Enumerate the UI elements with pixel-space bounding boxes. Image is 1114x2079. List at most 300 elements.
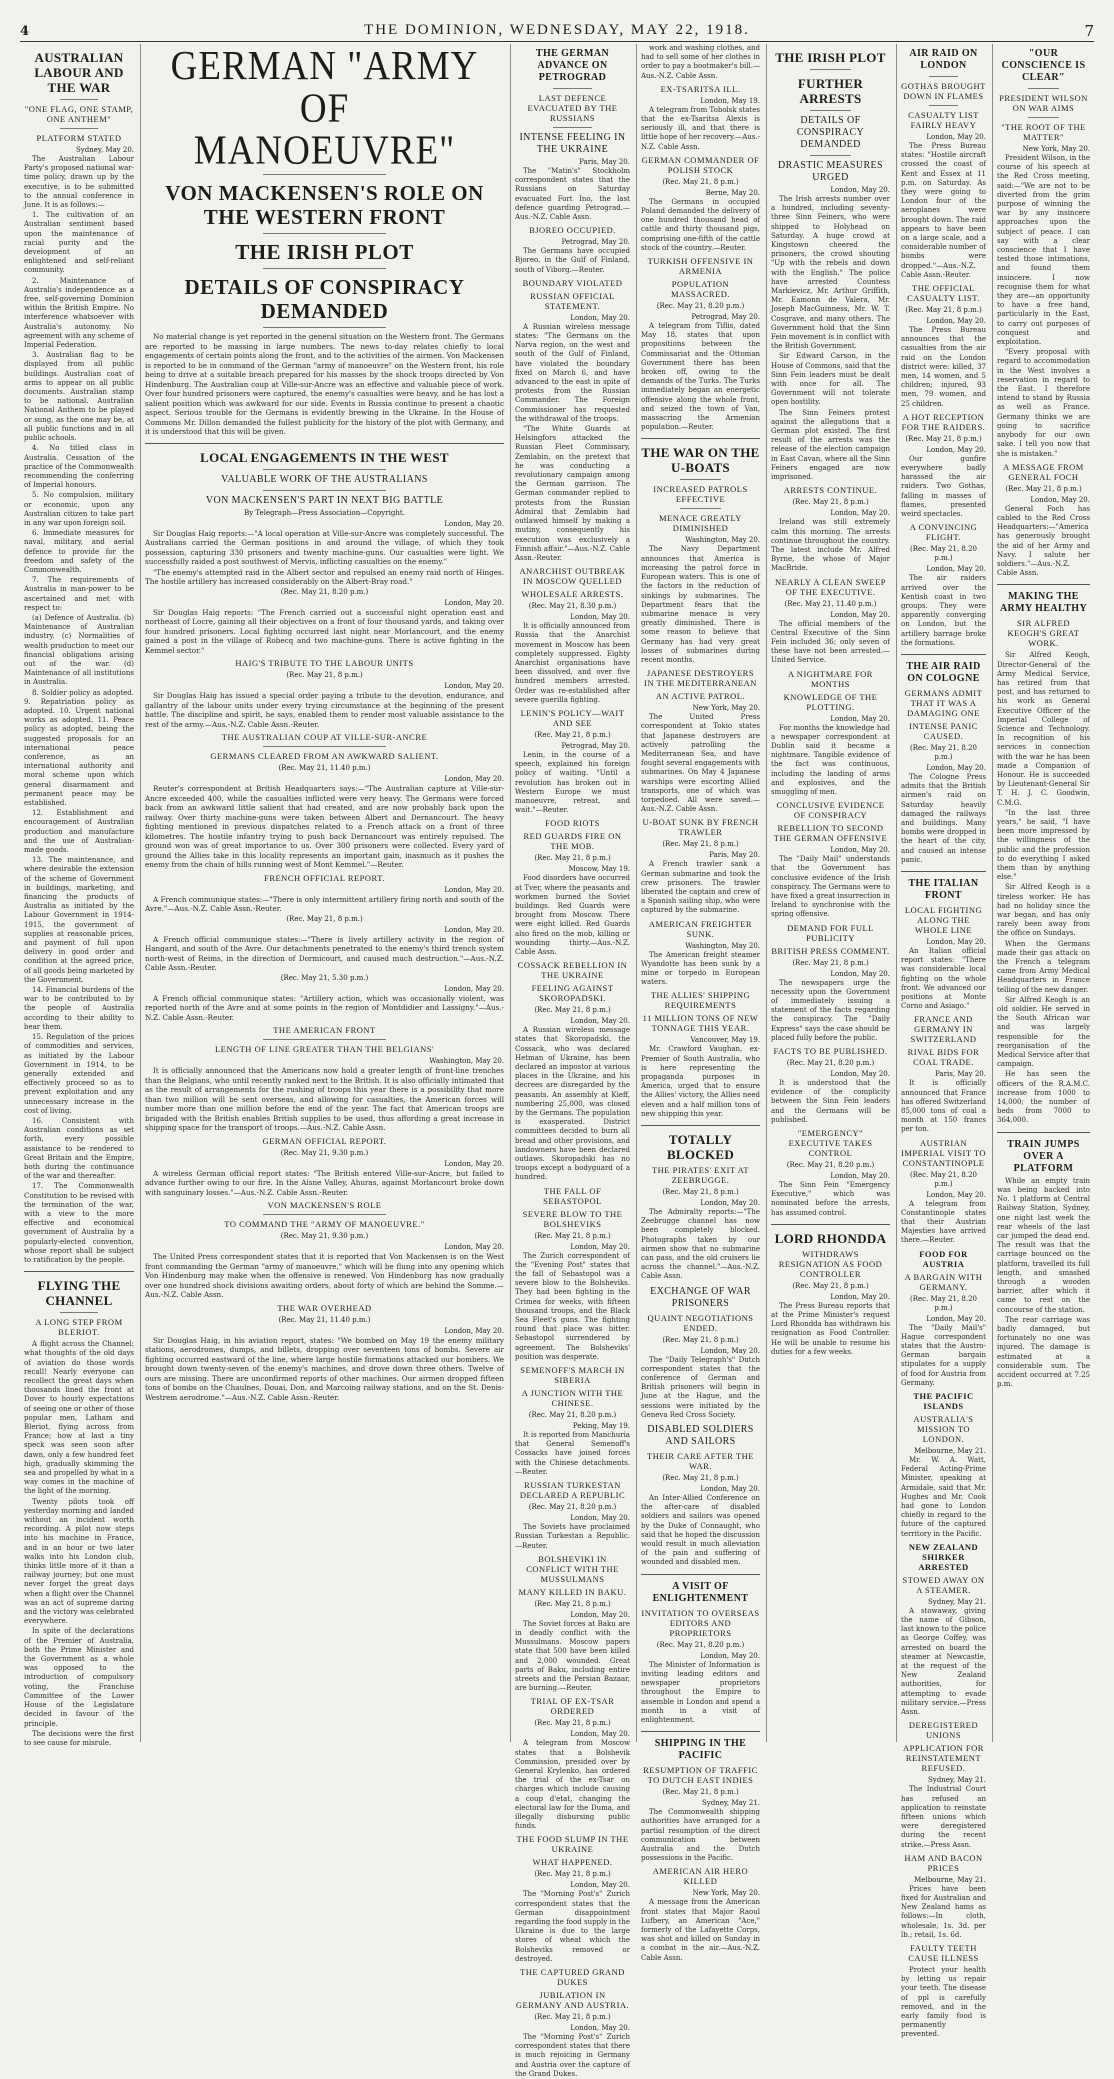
subheading: LENIN'S POLICY—WAIT AND SEE — [520, 707, 625, 728]
paragraph: A French official communique states: "Artillery action, which was occasionally violent, was reported north of the Avre and at some points in the region of Montdidier and Lassigny."—Aus.-N.Z. Cable Assn.-Reuter. — [145, 993, 504, 1022]
subheading: THE ALLIES' SHIPPING REQUIREMENTS — [650, 990, 751, 1011]
paragraph: It is officially announced that France has offered Switzerland 85,000 tons of coal a month at 150 francs per ton. — [901, 1079, 986, 1134]
received-time: (Rec. May 21, 8 p.m.) — [792, 958, 869, 967]
column-6 — [896, 44, 990, 2039]
paragraph: The Navy Department announces that America is increasing the patrol force in European waters. This is one of the factors in the reduction of sinkings by submarines. The Department fears that the submarine menace is very greatly diminished. There is some reason to believe that Germany has had very great losses of submarines during recent months. — [641, 545, 760, 664]
paragraph: The Soviet forces at Baku are in deadly conflict with the Mussulmans. Moscow papers state that 500 have been killed and 2,000 wounded. Great parts of Baku, including entire streets and the Persian Bazaar, are burning.—Reuter. — [515, 1619, 630, 1693]
paragraph: A stowaway, giving the name of Gibson, last known to the police as George Coffey, was arrested on board the steamer at Newcastle, at the request of the New Zealand authorities, for attempting to evade military service.—Press Assn. — [901, 1606, 986, 1717]
subheading: THE OFFICIAL CASUALTY LIST. — [907, 283, 980, 304]
paragraph: "In the last three years," he said, "I have been more impressed by the willingness of the public and the profession to do everything I asked them than by anything else." — [997, 808, 1090, 882]
subheading: FAULTY TEETH CAUSE ILLNESS — [908, 1942, 979, 1963]
dateline: London, May 20. — [570, 313, 630, 322]
dateline: Moscow, May 19. — [568, 865, 630, 874]
subheading: THE CAPTURED GRAND DUKES — [520, 1966, 625, 1987]
paragraph: The Irish arrests number over a hundred, including seventy-three Sinn Feiners, who were shipped to Holyhead on Saturday. A huge crowd at Kingstown cheered the prisoners, the crowd shouting "Up with the rebels and down with the English." The police have arrested Countess Markievicz, Mr. Arthur Griffith, Mr. Eamonn de Valera, Mr. Joseph MacGuinness, Mr. W. T. Cosgrave, and many others. The Government hold that the Sinn Fein movement is in conflict with the British Government. — [771, 195, 890, 351]
subheading: THE AMERICAN FRONT — [273, 1025, 376, 1035]
subheading: STOWED AWAY ON A STEAMER. — [902, 1574, 985, 1595]
paragraph: Sir Edward Carson, in the House of Commons, said that the Sinn Fein leaders must be dealt with once for all. The Government will not tolerate open hostility. — [771, 352, 890, 407]
subheading: FACTS TO BE PUBLISHED. — [773, 1046, 888, 1056]
headline: NEW ZEALAND SHIRKER ARRESTED — [908, 1541, 979, 1572]
byline: By Telegraph—Press Association—Copyright. — [244, 508, 405, 517]
paragraph: 12. Establishment and encouragement of Australian production and manufacture and the use of Australian-made goods. — [24, 809, 134, 855]
paragraph: "Every proposal with regard to accommodation in the West involves a reservation in regard to the East. I therefore intend to stand by Russia as well as France. Germany thinks we are going to sacrifice anybody for our own sake. I tell you now that she is mistaken." — [997, 348, 1090, 458]
paragraph: 8. Soldier policy as adopted. 9. Repatriation policy as adopted. 10. Urgent national works as adopted. 11. Peace policy as adopted, being the suggested proposals for an international peace conference, as an international authority and moral scheme upon which general disarmament and permanent peace may be established. — [24, 688, 134, 808]
subheading: GERMANS ADMIT THAT IT WAS A DAMAGING ONE — [904, 687, 983, 718]
subheading: 11 MILLION TONS OF NEW TONNAGE THIS YEAR. — [642, 1013, 759, 1034]
received-time: (Rec. May 21, 8.20 p.m.) — [528, 1503, 617, 1512]
page-number-left: 4 — [20, 24, 30, 39]
paragraph: A telegram from Tobolsk states that the ex-Tsaritsa Alexis is seriously ill, and that there is little hope of her recovery.—Aus.-N.Z. Cable Assn. — [641, 105, 760, 151]
dateline: London, May 19. — [700, 96, 760, 105]
headline: TRAIN JUMPS OVER A PLATFORM — [1007, 1138, 1080, 1174]
subheading: BOLSHEVIKI IN CONFLICT WITH THE MUSSULMANS — [526, 1553, 619, 1584]
subheading: BRITISH PRESS COMMENT. — [771, 945, 890, 956]
received-time: (Rec. May 21, 8.30 p.m.) — [528, 602, 617, 611]
subheading: LENGTH OF LINE GREATER THAN THE BELGIANS' — [214, 1044, 435, 1054]
subheading: TO COMMAND THE "ARMY OF MANOEUVRE." — [224, 1219, 425, 1229]
subheading: REBELLION TO SECOND THE GERMAN OFFENSIVE — [773, 823, 888, 844]
subheading: JUBILATION IN GERMANY AND AUSTRIA. — [515, 1989, 630, 2010]
paragraph: President Wilson, in the course of his speech at the Red Cross meeting, said:—"We are not to be diverted from the grim purpose of winning the war by any insincere approaches upon the subject of peace. I can say with a clear conscience that I have tested those intimations, and found them insincere. I now recognise them for what they are—an opportunity to have a free hand, particularly in the East, to carry out purposes of conquest and exploitation. — [997, 154, 1090, 347]
received-time: (Rec. May 21, 8 p.m.) — [662, 1335, 739, 1344]
received-time: (Rec. May 21, 9.30 p.m.) — [280, 1232, 369, 1240]
subheading: DEREGISTERED UNIONS — [908, 1720, 979, 1741]
subheading: DETAILS OF CONSPIRACY DEMANDED — [796, 115, 865, 150]
newspaper-title: THE DOMINION, WEDNESDAY, MAY 22, 1918. — [364, 22, 750, 38]
paragraph: The Soviets have proclaimed Russian Turkestan a Republic.—Reuter. — [515, 1523, 630, 1550]
received-time: (Rec. May 21, 8 p.m.) — [662, 1788, 739, 1797]
subheading: INCREASED PATROLS EFFECTIVE — [653, 484, 748, 505]
dateline: London, May 20. — [570, 1730, 630, 1739]
dateline: London, May 20. — [570, 1242, 630, 1251]
headline: THE AIR RAID ON COLOGNE — [906, 660, 981, 684]
paragraph: 14. Financial burdens of the war to be contributed to by the people of Australia according to their ability to bear them. — [24, 986, 134, 1031]
paragraph: A French trawler sank a German submarine and took the crew prisoners. The trawler liberated the captain and crew of a Spanish sailing ship, who were captured by the submarine. — [641, 860, 760, 915]
subheading: WHAT HAPPENED. — [532, 1857, 613, 1868]
paragraph: It is understood that the evidence of the complicity between the Sinn Fein leaders and the Germans will be published. — [771, 1079, 890, 1124]
subheading: QUAINT NEGOTIATIONS ENDED. — [647, 1312, 754, 1333]
subheading: VON MACKENSEN'S ROLE — [267, 1200, 382, 1210]
column-1 — [20, 44, 138, 1747]
paragraph: Reuter's correspondent at British Headquarters says:—"The Australian capture at Ville-sur-Ancre exceeded 400, while the casualties inflicted were very heavy. The Germans were forced back from an awkward little salient that had created, and are now probably back upon the railway. Over thirty machine-guns were taken between Albert and Dernancourt. The heavy fighting mentioned in previous dispatches related to a French attack on a front of three kilometres. The hostile infantry trying to push back Dernancourt was entirely repulsed. The ground won was of great importance to us. Over 300 prisoners were collected. Every yard of ground the Allies take in this locality represents an important gain, inasmuch as it pushes the enemy from the chain of hills running west of Mont Kemmel."—Reuter. — [145, 784, 504, 869]
paragraph: The "Daily Mail's" Hague correspondent states that the Austro-German bargain stipulates for a supply of food for Austria from Germany. — [901, 1323, 986, 1387]
subheading: RUSSIAN OFFICIAL STATEMENT. — [530, 290, 615, 311]
dateline: Paris, May 20. — [579, 158, 630, 166]
paragraph: A telegram from Moscow states that a Bolshevik Commission, presided over by General Krylenko, has ordered the trial of the ex-Tsar on charges which include causing a coup d'etat, changing the electoral law for the Duma, and illegally disbursing public funds. — [515, 1739, 630, 1831]
paragraph: Prices have been fixed for Australian and New Zealand hams as follows:—In cloth, wholesale, 1s. 3d. per lb.; retail, 1s. 6d. — [901, 1884, 986, 1939]
dateline: London, May 20. — [926, 565, 986, 574]
subheading: GERMAN COMMANDER OF POLISH STOCK — [641, 154, 760, 175]
subheading: INTENSE FEELING IN THE UKRAINE — [519, 132, 626, 155]
paragraph: The Commonwealth shipping authorities have arranged for a partial resumption of the direct communication between Australia and the Dutch possessions in the Pacific. — [641, 1808, 760, 1863]
dateline: Paris, May 20. — [935, 1070, 986, 1079]
subheading: AN ACTIVE PATROL. — [655, 691, 746, 702]
subheading: RESUMPTION OF TRAFFIC TO DUTCH EAST INDIES — [643, 1765, 758, 1786]
received-time: (Rec. May 21, 5.30 p.m.) — [280, 973, 369, 982]
headline: TOTALLY BLOCKED — [666, 1132, 735, 1163]
subheading: DISABLED SOLDIERS AND SAILORS — [647, 1424, 754, 1448]
received-time: (Rec. May 21, 8.20 p.m.) — [910, 545, 977, 563]
headline: THE GERMAN ADVANCE ON PETROGRAD — [535, 48, 610, 83]
dateline: Melbourne, May 21. — [914, 1875, 986, 1884]
subheading: HAM AND BACON PRICES — [904, 1852, 983, 1873]
paragraph: A Russian wireless message states: "The Germans on the Narva region, on the west and south of the Gulf of Finland, have violated the boundary fixed on March 6, and have advanced to the east in spite of protests from the Russian Commander. The Foreign Commissioner has requested the withdrawal of the troops. — [515, 322, 630, 423]
dateline: London, May 20. — [830, 1070, 890, 1078]
headline: SHIPPING IN THE PACIFIC — [654, 1738, 747, 1762]
subheading: SEMENOFF'S MARCH IN SIBERIA — [520, 1365, 625, 1386]
paragraph: General Foch has cabled to the Red Cross Headquarters:—"America has generously brought the aid of her Army and Navy. I salute her soldiers."—Aus.-N.Z. Cable Assn. — [997, 504, 1090, 578]
paragraph: The Germans in occupied Poland demanded the delivery of one hundred thousand head of cattle and thirty thousand pigs, comprising one-fifth of the cattle stock of the country.—Reuter. — [641, 197, 760, 252]
paragraph: The air raiders arrived over the Kentish coast in two groups. They were apparently converging on London, but the artillery barrage broke the formations. — [901, 574, 986, 647]
subheading: VON MACKENSEN'S PART IN NEXT BIG BATTLE — [205, 494, 444, 506]
received-time: (Rec. May 21, 8 p.m.) — [534, 854, 611, 863]
headline: AIR RAID ON LONDON — [909, 48, 978, 71]
paragraph: Mr. Crawford Vaughan, ex-Premier of South Australia, who is here representing the propaganda purposes in America, urged that to ensure the Allies' victory, the Allies need eleven and a half million tons of new shipping this year. — [641, 1045, 760, 1118]
headline: A VISIT OF ENLIGHTENMENT — [652, 1580, 749, 1604]
received-time: (Rec. May 21, 8 p.m.) — [534, 1599, 611, 1608]
subheading: "EMERGENCY" EXECUTIVE TAKES CONTROL — [788, 1128, 873, 1159]
paragraph: When the Germans made their gas attack on the French a telegram came from Army Medical Headquarters in France telling of the new danger. — [997, 939, 1090, 994]
paragraph: Food disorders have occurred at Tver, where the peasants and workmen burned the Soviet buildings. Red Guards were brought from Moscow. There were eight killed. Red Guards also fired on the mob, killing or wounding thirty.—Aus.-N.Z. Cable Assn. — [515, 874, 630, 956]
headline: VON MACKENSEN'S ROLE ON THE WESTERN FRONT — [165, 181, 484, 229]
paragraph: The Germans have occupied Bjoreo, in the Gulf of Finland, south of Viborg.—Reuter. — [515, 247, 630, 274]
received-time: (Rec. May 21, 8 p.m.) — [792, 498, 869, 507]
paragraph: The "Matin's" Stockholm correspondent states that the Russians on Saturday evacuated Fort Ino, the last defence guarding Petrograd.—Aus.-N.Z. Cable Assn. — [515, 167, 630, 222]
subheading: THEIR CARE AFTER THE WAR. — [647, 1451, 754, 1472]
received-time: (Rec. May 21, 8 p.m.) — [534, 730, 611, 739]
paragraph: The "Daily Mail" understands that the Government has conclusive evidence of the Irish conspiracy. The Germans were to have fixed a great insurrection in Ireland to synchronise with the spring offensive. — [771, 855, 890, 919]
received-time: (Rec. May 21, 8.20 p.m.) — [280, 587, 369, 596]
paragraph: The Admiralty reports:—"The Zeebrugge channel has now been completely blocked. Photographs taken by our airmen show that no submarine can pass, and the old cruisers lie across the channel."—Aus.-N.Z. Cable Assn. — [641, 1208, 760, 1281]
subheading: PRESIDENT WILSON ON WAR AIMS — [999, 93, 1088, 113]
subheading: MENACE GREATLY DIMINISHED — [659, 513, 742, 534]
paragraph: Protect your health by letting us repair your teeth. The disease of ppl is carefully removed, and in the early family food is permanently prevented. — [901, 1965, 986, 2039]
dateline: Sydney, May 21. — [927, 1776, 986, 1785]
subheading: RIVAL BIDS FOR COAL TRADE. — [907, 1047, 980, 1068]
subheading: AMERICAN AIR HERO KILLED — [652, 1866, 749, 1887]
headline: "OUR CONSCIENCE IS CLEAR" — [1001, 48, 1086, 83]
dateline: London, May 20. — [700, 1485, 760, 1494]
paragraph: 7. The requirements of Australia in man-power to be ascertained and met with respect to: — [24, 576, 134, 612]
headline: THE PACIFIC ISLANDS — [913, 1391, 974, 1412]
dateline: London, May 20. — [926, 937, 986, 946]
paragraph: Our gunfire everywhere badly harassed the air raiders. Two Gothas, falling in masses of flames, presented weird spectacles. — [901, 454, 986, 519]
paragraph: 2. Maintenance of Australia's independence as a free, self-governing Dominion within the British Empire. No interference whatsoever with Australia's autonomy. No agreement with any scheme of Imperial Federation. — [24, 276, 134, 350]
subheading: THE WAR OVERHEAD — [277, 1302, 372, 1313]
paragraph: A wireless German official report states: "The British entered Ville-sur-Ancre, but failed to advance further owing to our fire. In the Aisne Valley, Ahuras, against Morlancourt broke down with sanguinary losses."—Aus.-N.Z. Cable Assn.-Reuter. — [145, 1168, 504, 1197]
subheading: EXCHANGE OF WAR PRISONERS — [650, 1285, 751, 1309]
paragraph: The Minister of Information is inviting leading editors and newspaper proprietors throughout the Empire to assemble in London and spend a month in a visit of enlightenment. — [641, 1660, 760, 1724]
paragraph: The American freight steamer Wyandotte has been sunk by a mine or torpedo in European waters. — [641, 950, 760, 987]
subheading: A CONVINCING FLIGHT. — [909, 522, 978, 543]
subheading: SEVERE BLOW TO THE BOLSHEVIKS — [522, 1208, 623, 1229]
dateline: London, May 20. — [444, 885, 504, 894]
column-5 — [766, 44, 894, 1742]
headline: FOOD FOR AUSTRIA — [919, 1248, 968, 1269]
subheading: WHOLESALE ARRESTS. — [521, 589, 624, 600]
dateline: London, May 20. — [830, 1172, 890, 1181]
headline: DETAILS OF CONSPIRACY DEMANDED — [184, 275, 465, 323]
page-number: 7 — [1084, 22, 1094, 40]
received-time: (Rec. May 21, 8 p.m.) — [534, 1870, 611, 1879]
subheading: MANY KILLED IN BAKU. — [518, 1586, 627, 1597]
received-time: (Rec. May 21, 8 p.m.) — [534, 2012, 611, 2021]
subheading: INTENSE PANIC CAUSED. — [909, 720, 978, 741]
column-3 — [510, 44, 634, 2078]
column-4 — [636, 44, 764, 1962]
paragraph: The Press Bureau reports that at the Prime Minister's request Lord Rhondda has withdrawn his resignation as Food Controller. He will be unable to resume his duties for a few weeks. — [771, 1301, 890, 1356]
received-time: (Rec. May 21, 8 p.m.) — [662, 1188, 739, 1197]
paragraph: work and washing clothes, and had to sell some of her clothes in order to pay a bootmaker's bill.—Aus.-N.Z. Cable Assn. — [641, 44, 760, 80]
dateline: London, May 20. — [830, 714, 890, 723]
subheading: AUSTRALIA'S MISSION TO LONDON. — [913, 1414, 974, 1445]
subheading: INVITATION TO OVERSEAS EDITORS AND PROPRIETORS — [641, 1607, 760, 1638]
headline: THE WAR ON THE U-BOATS — [641, 445, 760, 476]
paragraph: 3. Australian flag to be displayed from all public buildings. Australian coat of arms to appear on all public documents. Australian stamp to be national. Australian National Anthem to be played or sung, as the one may be, at all public functions and in all public schools. — [24, 351, 134, 443]
summary-paragraph: No material change is yet reported in the general situation on the Western front. The Germans are reported to be massing in large numbers. The news to-day relates chiefly to local engagements of certain points along the front, and to the activities of the airmen. Von Mackensen is reported to be in command of the German "army of manoeuvre" on the Western front, his role being to drive at a suitable breach prepared for his masses by the shock troops directed by Von Hindenburg. The Australian coup at Ville-sur-Ancre was an effective and valuable piece of work. Over four hundred prisoners were captured, the enemy's casualties were heavy, and he has lost a salient position which was awkward for our side. Events in Russia continue to present a chaotic aspect. Serious trouble for the Germans is evidently brewing in the Ukraine. In the House of Commons Mr. Dillon demanded the fullest publicity for the history of the plot with Germany, and it is understood that this will be given. — [145, 332, 504, 436]
dateline: London, May 20. — [830, 509, 890, 518]
subheading: A MESSAGE FROM GENERAL FOCH — [1003, 461, 1084, 482]
subheading: "THE ROOT OF THE MATTER" — [1001, 122, 1086, 142]
subheading: RUSSIAN TURKESTAN DECLARED A REPUBLIC — [519, 1480, 626, 1501]
received-time: (Rec. May 21, 8 p.m.) — [534, 1006, 611, 1015]
paragraph: It is officially announced that the Americans now hold a greater length of front-line trenches than the Belgians, who until recently ranked next to the British. It is also officially intimated that as the result of arrangements for the rushing of troops this year there is a possibility that more than two million will be sent overseas, and allowing for casualties, the American forces will number more than one million before the end of the year. The fact that American troops are brigaded with the British enables British supplies to be used, thus affording a great increase in shipping space for the transport of troops.—Aus.-N.Z. Cable Assn. — [145, 1066, 504, 1132]
dateline: Paris, May 20. — [709, 851, 760, 860]
dateline: London, May 20. — [570, 1610, 630, 1619]
dateline: London, May 20. — [926, 445, 986, 454]
subheading: A BARGAIN WITH GERMANY. — [904, 1271, 983, 1292]
dateline: London, May 20. — [830, 846, 890, 855]
dateline: London, May 20. — [926, 763, 986, 772]
paragraph: In spite of the declarations of the Premier of Australia, both the Prime Minister and the Government as a whole was opposed to the introduction of compulsory voting, the Franchise Committee of the Lower House of the Legislature decided in favour of the principle. — [24, 1627, 134, 1728]
subheading: FOOD RIOTS — [545, 818, 600, 829]
paragraph: Sir Alfred Keogh is a tireless worker. He has had no holiday since the war began, and has only rarely been away from the office on Sundays. — [997, 883, 1090, 938]
paragraph: 15. Regulation of the prices of commodities and services, as initiated by the Labour Government in 1914, to be generally extended and effectively proceed so as to prevent exploitation and any unnecessary increase in the cost of living. — [24, 1033, 134, 1115]
subheading: GERMANS CLEARED FROM AN AWKWARD SALIENT. — [210, 751, 439, 761]
subheading: PLATFORM STATED — [36, 133, 122, 143]
paragraph: Sir Douglas Haig, in his aviation report, states: "We bombed on May 19 the enemy military stations, aerodromes, dumps, and billets, dropping over seventeen tons of bombs. Severe air fighting occurred eastward of the line, where large hostile formations attacked our bombers. We brought down twenty-seven of the enemy's machines, and drove down three others. Twelve of ours are missing. There are unconfirmed reports of other machines. Our airmen dropped fifteen tons of bombs on the Chaulnes, Douai, Don, and Marcoing railway stations, and on the St. Denis-Westrem aerodrome."—Aus.-N.Z. Cable Assn.-Reuter. — [145, 1335, 504, 1402]
dateline: London, May 20. — [570, 1514, 630, 1523]
received-time: (Rec. May 21, 8.20 p.m.) — [910, 1294, 977, 1312]
column-7 — [992, 44, 1094, 1742]
headline: FURTHER ARRESTS — [797, 76, 864, 106]
subheading: HAIG'S TRIBUTE TO THE LABOUR UNITS — [235, 658, 414, 668]
dateline: London, May 20. — [926, 317, 986, 326]
paragraph: An Italian official report states: "There was considerable local fighting on the whole front. We advanced our positions at Monte Corno and Asiago." — [901, 946, 986, 1011]
subheading: AMERICAN FREIGHTER SUNK. — [648, 918, 753, 939]
subheading: COSSACK REBELLION IN THE UKRAINE — [517, 960, 628, 981]
dateline: London, May 20. — [444, 1159, 504, 1168]
paragraph: The "Daily Telegraph's" Dutch correspondent states that the conference of German and British prisoners will begin in June at the Hague, and the sessions were initiated by the Geneva Red Cross Society. — [641, 1355, 760, 1419]
paragraph: The Press Bureau states: "Hostile aircraft crossed the coast of Kent and Essex at 11 p.m. on Saturday. As they were going to London four of the aeroplanes were brought down. The raid appears to have been on a large scale, and a considerable number of bombs were dropped."—Aus.-N.Z. Cable Assn.-Reuter. — [901, 142, 986, 279]
headline: THE IRISH PLOT — [235, 240, 414, 264]
paragraph: "The enemy's attempted raid in the Albert sector and repulsed an enemy raid north of Hinges. The hostile artillery has increased considerably on the Albert-Bray road." — [145, 567, 504, 586]
received-time: (Rec. May 21, 8 p.m.) — [534, 1719, 611, 1728]
subheading: DEMAND FOR FULL PUBLICITY — [787, 922, 874, 943]
paragraph: A telegram from Tiflis, dated May 18, states that upon propositions between the Commissariat and the Ottoman Government there has been broken off, owing to the demands of the Turks. The Turks immediately began an energetic offensive along the whole front, and seized the town of Van, massacring the Armenian population.—Reuter. — [641, 322, 760, 432]
dateline: London, May 20. — [700, 1199, 760, 1208]
subheading: FRENCH OFFICIAL REPORT. — [264, 872, 385, 883]
paragraph: A message from the American front states that Major Raoul Lufbery, an American "Ace," formerly of the Lafayette Corps, was shot and killed on Sunday in a combat in the air.—Aus.-N.Z. Cable Assn. — [641, 1898, 760, 1962]
paragraph: Ireland was still extremely calm this morning. The arrests continue throughout the country. The latest include Mr. Alfred Byrne, the whose of Major MacBride. — [771, 518, 890, 573]
paragraph: The rear carriage was badly damaged, but fortunately no one was injured. The damage is estimated at a considerable sum. The accident occurred at 7.25 p.m. — [997, 1315, 1090, 1389]
paragraph: The Zurich correspondent of the "Evening Post" states that the fall of Sebastopol was a severe blow to the Bolsheviks. They had been fighting in the Crimea for weeks, with fifteen thousand troops, and the Black Sea Fleet's guns. The fighting round that place was bitter. Sebastopol surrendered by agreement. The Bolsheviks' position was desperate. — [515, 1251, 630, 1361]
headline: LORD RHONDDA — [774, 1230, 887, 1246]
dateline: London, May 20. — [830, 186, 890, 194]
dateline: London, May 20. — [700, 1346, 760, 1355]
subheading: VALUABLE WORK OF THE AUSTRALIANS — [221, 473, 428, 485]
headline: AUSTRALIAN LABOUR AND THE WAR — [34, 50, 124, 95]
dateline: Washington, May 20. — [685, 536, 760, 545]
received-time: (Rec. May 21, 8 p.m.) — [662, 177, 739, 186]
received-time: (Rec. May 21, 8 p.m.) — [792, 1281, 869, 1290]
subheading: NEARLY A CLEAN SWEEP OF THE EXECUTIVE. — [774, 576, 887, 597]
dateline: New York, May 20. — [692, 704, 760, 713]
subheading: A NIGHTMARE FOR MONTHS — [788, 668, 873, 689]
paragraph: The "Morning Post's" Zurich correspondent states that there is much rejoicing in Germany and Austria over the capture of the Grand Dukes. — [515, 2032, 630, 2078]
paragraph: The Australian Labour Party's proposed national war-time policy, drawn up by the executive, is to be submitted to the annual conference in June. It is as follows:— — [24, 155, 134, 210]
paragraph: 13. The maintenance, and where desirable the extension of the scheme of Government in buildings, marketing, and financing the products of Australia as initiated by the Labour Government in 1914-1915, the government of supplies at reasonable prices, and payment of full upon delivery in good order and condition at the agreed price, of all goods being marketed by the Government. — [24, 856, 134, 984]
dateline: Melbourne, May 21. — [914, 1447, 986, 1456]
subheading: DRASTIC MEASURES URGED — [777, 160, 884, 183]
paragraph: The United Press correspondent states that it is reported that Von Mackensen is on the West front commanding the German "army of manoeuvre," which will be flung into any opening which Von Hindenburg may make when the offensive is renewed. Von Hindenburg has now gradually over one hundred shock divisions awaiting orders, about forty of which are behind the Somme.—Aus.-N.Z. Cable Assn. — [145, 1252, 504, 1299]
dateline: London, May 20. — [570, 2023, 630, 2032]
paragraph: A Russian wireless message states that Skoropadski, the Cossack, who was declared Hetman of Ukraine, has been declared an impostor at various places in the Ukraine, and his decrees are disregarded by the peasants. An assembly at Kieff, numbering 25,000, was closed by the Germans. The population is exasperated. District committees decided to burn all bread and other provisions, and landowners have been declared outlaws. Skoropadski has no troops except a bodyguard of a hundred. — [515, 1026, 630, 1182]
dateline: New York, May 20. — [692, 1889, 760, 1898]
dateline: London, May 20. — [570, 613, 630, 622]
headline: THE ITALIAN FRONT — [908, 877, 979, 901]
paragraph: The Cologne Press admits that the British airmen's raid on Saturday heavily damaged the railways and buildings. Many bombs were dropped in the heart of the city, and caused an intense panic. — [901, 772, 986, 864]
subheading: BJOREO OCCUPIED. — [529, 225, 616, 236]
dateline: Sydney, May 21. — [927, 1597, 986, 1606]
headline: LOCAL ENGAGEMENTS IN THE WEST — [200, 449, 449, 465]
received-time: (Rec. May 21, 8.20 p.m.) — [786, 1059, 875, 1067]
paragraph: The official members of the Central Executive of the Sinn Fein included 36; only seven of these have not been arrested.—United Service. — [771, 619, 890, 665]
received-time: (Rec. May 21, 8 p.m.) — [905, 306, 982, 315]
received-time: (Rec. May 21, 8 p.m.) — [534, 1231, 611, 1240]
received-time: (Rec. May 21, 11.40 p.m.) — [784, 599, 877, 608]
subheading: ARRESTS CONTINUE. — [783, 485, 878, 496]
dateline: London, May 20. — [444, 984, 504, 993]
paragraph: The Sinn Feiners protest against the allegations that a German plot existed. The first result of the arrests was the release of the election campaign in East Cavan, where all the Sinn Feiners engaged are now imprisoned. — [771, 408, 890, 482]
dateline: Sydney, May 21. — [701, 1799, 760, 1808]
subheading: GOTHAS BROUGHT DOWN IN FLAMES — [901, 81, 986, 101]
paragraph: The Industrial Court has refused an application to reinstate fifteen unions which were deregistered during the recent strike.—Press Assn. — [901, 1785, 986, 1849]
subheading: A LONG STEP FROM BLERIOT. — [35, 1317, 123, 1338]
main-headline: GERMAN "ARMY OF — [170, 43, 479, 132]
paragraph: A flight across the Channel: what thoughts of the old days of aviation do those words recall! Nearly everyone can recollect the great days when thousands lined the front at Dover to hourly expectations of seeing one or other of those popular men, Latham and Bleriot, flying across from France; how at last a tiny speck was seen soon after dawn, only a few hundred feet high, gradually skimming the sea and propelled by what in a way comes in the machine of the light of the morning. — [24, 1340, 134, 1496]
dateline: London, May 20. — [570, 1017, 630, 1026]
dateline: Berne, May 20. — [705, 188, 760, 197]
subheading: CONCLUSIVE EVIDENCE OF CONSPIRACY — [776, 800, 885, 821]
paragraph: Sir Alfred Keogh, Director-General of the Army Medical Service, has retired from that post, and has returned to his work as General Executive Officer of the Imperial College of Science and Technology. In recognition of his services in connection with the war he has been made a Companion of Honour. He is succeeded by Lieutenant-General Sir T. H. J. C. Goodwin, C.M.G. — [997, 651, 1090, 807]
subheading: APPLICATION FOR REINSTATEMENT REFUSED. — [903, 1743, 984, 1774]
received-time: (Rec. May 21, 8 p.m.) — [905, 434, 982, 443]
paragraph: 16. Consistent with Australian conditions as set forth, every possible assistance to be rendered to Great Britain and the Empire, both during the continuance of the war and thereafter. — [24, 1116, 134, 1181]
paragraph: "The White Guards at Helsingfors attacked the Russian Fleet Commissary, Zemlabin, on the pretext that he was conducting a revolutionary campaign among the German garrison. The German commander replied to protests from the Russian Admiral that Zemlabin had outlawed himself by making a mutiny, consequently his execution was exclusively a Finnish affair."—Aus.-N.Z. Cable Assn.-Reuter. — [515, 425, 630, 562]
paragraph: 4. No titled class in Australia. Cessation of the practice of the Commonwealth recommending the conferring of Imperial honours. — [24, 444, 134, 490]
paragraph: Mr. W. A. Watt, Federal Acting-Prime Minister, speaking at Armidale, said that Mr. Hughes and Mr. Cook had gone to London chiefly in regard to the future of the captured territory in the Pacific. — [901, 1456, 986, 1538]
dateline: London, May 20. — [444, 519, 504, 528]
dateline: Washington, May 20. — [429, 1057, 504, 1065]
column-2 — [140, 44, 508, 1742]
subheading: TURKISH OFFENSIVE IN ARMENIA — [647, 256, 754, 277]
subheading: ANARCHIST OUTBREAK IN MOSCOW QUELLED — [519, 566, 626, 587]
paragraph: It is officially announced from Russia that the Anarchist movement in Moscow has been completely suppressed. Eighty Anarchist organisations have been dissolved, and over five hundred members arrested. Order was re-established after severe guerilla fighting. — [515, 622, 630, 704]
subheading: LAST DEFENCE EVACUATED BY THE RUSSIANS — [527, 93, 618, 123]
subheading: SIR ALFRED KEOGH'S GREAT WORK. — [1007, 618, 1080, 649]
dateline: Petrograd, May 20. — [691, 313, 760, 322]
paragraph: An Inter-Allied Conference on the after-care of disabled soldiers and sailors was opened by the Duke of Connaught, who said that he hoped the discussion would result in much alleviation of the pain and suffering of wounded and disabled men. — [641, 1494, 760, 1567]
dateline: London, May 20. — [1030, 495, 1090, 504]
paragraph: Lenin, in the course of a speech, explained his foreign policy of waiting. "Until a revolution has broken out in Western Europe we must manoeuvre, retreat, and wait."—Reuter. — [515, 750, 630, 815]
paragraph: Sir Alfred Keogh is an old soldier. He served in the South African war and was largely responsible for the reorganisation of the Medical Service after that campaign. — [997, 995, 1090, 1069]
subheading: U-BOAT SUNK BY FRENCH TRAWLER — [642, 817, 759, 838]
paragraph: 5. No compulsion, military or economic, upon any Australian citizen to take part in any war upon foreign soil. — [24, 491, 134, 527]
paragraph: The decisions were the first to see cause for misrule. — [24, 1729, 134, 1747]
subheading: KNOWLEDGE OF THE PLOTTING. — [783, 691, 878, 712]
paragraph: The United Press correspondent at Tokio states that Japanese destroyers are actively patrolling the Mediterranean Sea, and have fought several engagements with submarines. On May 4 Japanese warships were escorting Allied transports, one of which was torpedoed. All were saved.—Aus.-N.Z. Cable Assn. — [641, 713, 760, 814]
dateline: Washington, May 20. — [685, 941, 760, 950]
subheading: AUSTRIAN IMPERIAL VISIT TO CONSTANTINOPLE — [901, 1137, 987, 1168]
paragraph: A French communique states:—"There is only intermittent artillery firing north and south of the Avre."—Aus.-N.Z. Cable Assn.-Reuter. — [145, 894, 504, 913]
received-time: (Rec. May 21, 8 p.m.) — [1005, 484, 1082, 493]
subheading: THE AUSTRALIAN COUP AT VILLE-SUR-ANCRE — [221, 732, 428, 742]
paragraph: While an empty train was being backed into No. 1 platform at Central Railway Station, Sydney, one night last week the rear wheels of the last car jumped the dead end. The result was that the carriage bounced on the platform, travelled its full length, and smashed through a wooden barrier, after which it came to rest on the concourse of the station. — [997, 1176, 1090, 1314]
dateline: London, May 20. — [926, 133, 986, 141]
subheading: RED GUARDS FIRE ON THE MOB. — [523, 831, 622, 852]
received-time: (Rec. May 21, 8.20 p.m.) — [656, 1640, 745, 1649]
dateline: London, May 20. — [700, 1651, 760, 1660]
paragraph: He has seen the officers of the R.A.M.C. increase from 1000 to 14,000; the number of beds from 7000 to 364,000. — [997, 1070, 1090, 1125]
dateline: Sydney, May 20. — [75, 146, 134, 154]
received-time: (Rec. May 21, 8.20 p.m.) — [528, 1411, 617, 1420]
subheading: THE PIRATES' EXIT AT ZEEBRUGGE. — [651, 1165, 750, 1186]
dateline: Vancouver, May 19. — [690, 1036, 760, 1045]
subheading: WITHDRAWS RESIGNATION AS FOOD CONTROLLER — [778, 1248, 883, 1279]
dateline: Petrograd, May 20. — [561, 741, 630, 750]
subheading: CASUALTY LIST FAIRLY HEAVY — [908, 110, 979, 130]
paragraph: The Sinn Fein "Emergency Executive," which was nominated before the arrests, has assumed control. — [771, 1181, 890, 1217]
received-time: (Rec. May 21, 11.40 p.m.) — [278, 764, 371, 772]
paragraph: 6. Immediate measures for naval, military, and aerial defence to provide for the freedom and safety of the Commonwealth. — [24, 529, 134, 574]
subheading: A JUNCTION WITH THE CHINESE. — [521, 1388, 624, 1409]
paragraph: The Press Bureau announces that the casualties from the air raid on the London district were: killed, 37 men, 14 women, and 5 children; injured, 93 men, 79 women, and 25 children. — [901, 326, 986, 408]
paragraph: Sir Douglas Haig has issued a special order paying a tribute to the devotion, endurance, and gallantry of the labour units under every trying circumstance at the beginning of the present battle. The discipline and spirit, he says, enabled them to render most valuable assistance to the rest of the army.—Aus.-N.Z. Cable Assn.-Reuter. — [145, 691, 504, 729]
dateline: London, May 20. — [444, 598, 504, 607]
dateline: London, May 20. — [444, 1326, 504, 1335]
paragraph: 17. The Commonwealth Constitution to be revised with the termination of the war, with a view to the more effective and economical government of Australia by a popularly-elected convention, whose report shall be subject to ratification by the people. — [24, 1182, 134, 1264]
paragraph: A telegram from Constantinople states that their Austrian Majesties have arrived there.—Reuter. — [901, 1199, 986, 1245]
subheading: LOCAL FIGHTING ALONG THE WHOLE LINE — [904, 904, 983, 935]
subheading: EX-TSARITSA ILL. — [660, 83, 741, 94]
dateline: London, May 20. — [926, 1314, 986, 1323]
paragraph: Sir Douglas Haig reports: "The French carried out a successful night operation east and northeast of Locre, gaining all their objectives on a front of four thousand yards, and taking over four hundred prisoners. Local fighting occurred last night near Morlancourt, and the enemy gained a post in the village of Robecq and two machine-guns. There is active fighting in the Kemmel sector." — [145, 607, 504, 655]
dateline: Petrograd, May 20. — [561, 238, 630, 247]
received-time: (Rec. May 21, 8.20 p.m.) — [910, 1170, 977, 1188]
received-time: (Rec. May 21, 8.20 p.m.) — [656, 302, 745, 311]
paragraph: Twenty pilots took off yesterday morning and landed without an incident worth recording. A pilot now steps into his machine in France, and in an hour or two later walks into his London club, thinks little more of it than a railway journey; but one must never forget the great days when a flight over the Channel was an act of supreme daring and the victory was celebrated everywhere. — [24, 1497, 134, 1626]
subheading: POPULATION MASSACRED. — [670, 279, 731, 300]
dateline: New York, May 20. — [1022, 145, 1090, 153]
subheading: FRANCE AND GERMANY IN SWITZERLAND — [910, 1014, 977, 1045]
dateline: London, May 20. — [444, 775, 504, 783]
headline: THE IRISH PLOT — [775, 50, 886, 65]
paragraph: (a) Defence of Australia. (b) Maintenance of Australian industry. (c) Normalities of wealth production to meet our financial obligations arising out of the war. (d) Maintenance of all institutions in Australia. — [24, 613, 134, 687]
paragraph: The "Morning Post's" Zurich correspondent states that the German disappointment regarding the food supply in the Ukraine is due to the large stores of wheat which the Bolsheviks removed or destroyed. — [515, 1890, 630, 1963]
paragraph: Sir Douglas Haig reports:—"A local operation at Ville-sur-Ancre was completely successful. The Australians carried the German positions in and around the village, of which they took possession, capturing 330 prisoners and twenty machine-guns. Our casualties were light. We successfully raided a post southwest of Mervis, inflicting casualties on the enemy." — [145, 528, 504, 566]
subheading: THE FALL OF SEBASTOPOL — [543, 1185, 602, 1206]
